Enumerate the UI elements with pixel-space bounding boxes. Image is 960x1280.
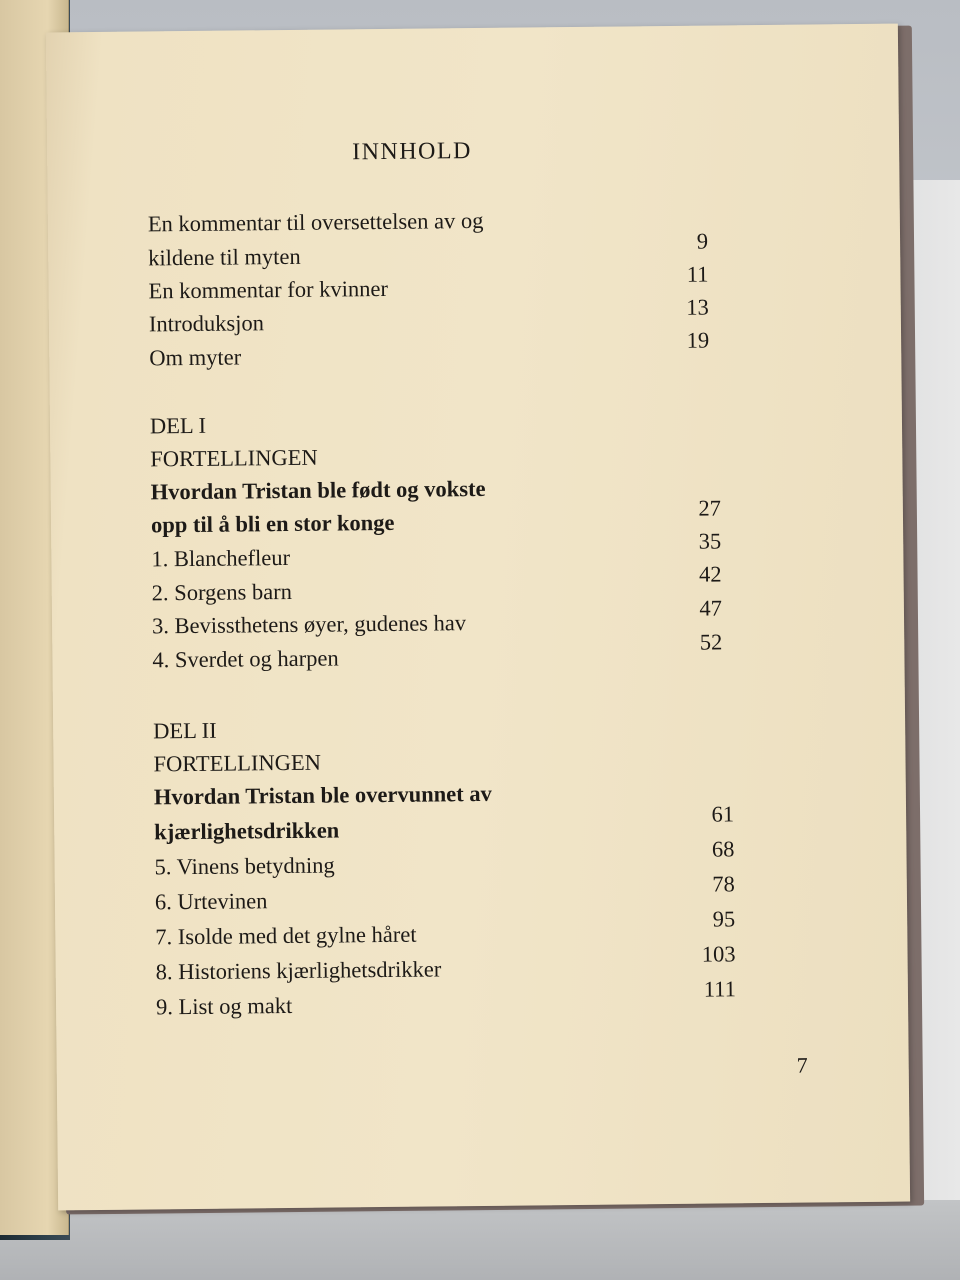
toc-page-number: 27: [698, 495, 722, 521]
toc-page-number: 61: [711, 801, 735, 827]
chapter-label: 9. List og makt: [155, 992, 293, 1020]
toc-page-number: 78: [712, 871, 735, 897]
toc-page-number: 13: [686, 294, 709, 320]
section-label: FORTELLINGEN: [150, 444, 318, 472]
part-label: DEL II: [153, 717, 217, 744]
toc-page-number: 35: [698, 528, 722, 554]
chapter-label: 8. Historiens kjærlighetsdrikker: [155, 956, 442, 985]
toc-title: INNHOLD: [351, 138, 473, 166]
toc-page-number: 9: [696, 228, 709, 254]
toc-page-number: 19: [686, 327, 710, 353]
part-subtitle: Hvordan Tristan ble overvunnet av: [153, 780, 492, 810]
toc-entry-label: Introduksjon: [148, 310, 265, 337]
toc-entry-label: En kommentar for kvinner: [148, 275, 388, 304]
chapter-label: 2. Sorgens barn: [151, 578, 293, 606]
page-folio-number: 7: [796, 1052, 808, 1078]
part-subtitle: Hvordan Tristan ble født og vokste: [150, 475, 486, 505]
chapter-label: 1. Blanchefleur: [151, 544, 291, 572]
toc-page-number: 47: [699, 595, 723, 621]
chapter-label: 4. Sverdet og harpen: [152, 645, 339, 673]
toc-page-number: 103: [701, 941, 736, 967]
chapter-label: 7. Isolde med det gylne håret: [155, 921, 417, 950]
toc-entry-label: En kommentar til oversettelsen av og: [147, 207, 484, 237]
toc-page-number: 52: [699, 629, 723, 655]
chapter-label: 3. Bevissthetens øyer, gudenes hav: [151, 610, 467, 639]
part-subtitle: opp til å bli en stor konge: [150, 509, 395, 538]
part-subtitle: kjærlighetsdrikken: [154, 817, 340, 845]
book-page: [46, 24, 910, 1211]
toc-entry-label: kildene til myten: [148, 243, 301, 271]
section-label: FORTELLINGEN: [153, 749, 322, 777]
toc-page-number: 111: [703, 976, 737, 1002]
toc-entry-label: Om myter: [149, 344, 242, 371]
toc-page-number: 68: [711, 836, 735, 862]
part-label: DEL I: [149, 412, 207, 439]
table-of-contents: [147, 135, 808, 1078]
toc-page-number: 42: [698, 561, 722, 587]
toc-page-number: 11: [686, 261, 709, 287]
chapter-label: 6. Urtevinen: [154, 888, 268, 915]
toc-page-number: 95: [712, 906, 736, 932]
chapter-label: 5. Vinens betydning: [154, 852, 335, 880]
